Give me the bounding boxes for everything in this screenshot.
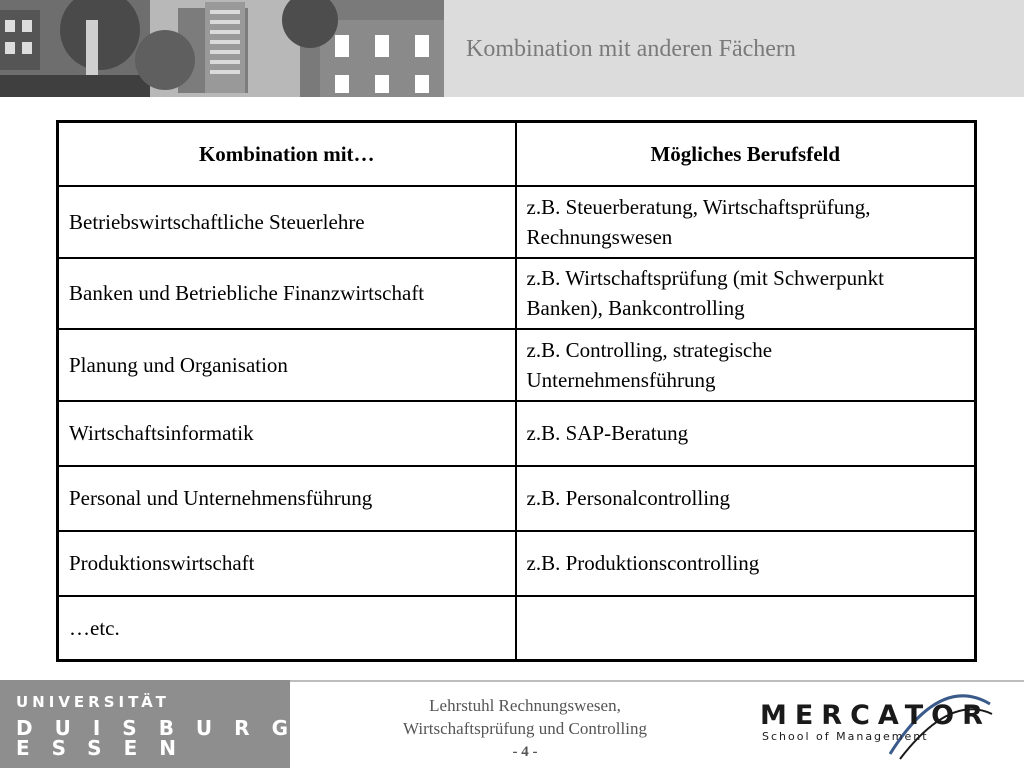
table-cell-subject: …etc. [58,596,516,661]
table-row [58,596,976,661]
slide-title: Kombination mit anderen Fächern [466,36,796,62]
table-cell-career: z.B. Personalcontrolling [516,466,976,531]
mercator-subtitle: School of Management [762,730,929,743]
table-row [58,258,976,329]
table-row [58,531,976,596]
header-combination: Kombination mit… [58,122,516,186]
slide-header [0,0,1024,97]
page-number: - 4 - [512,744,538,760]
table-cell-subject: Wirtschaftsinformatik [58,401,516,466]
table-cell-subject: Produktionswirtschaft [58,531,516,596]
chair-line-2: Wirtschaftsprüfung und Controlling [403,719,647,738]
table-cell-career: z.B. SAP-Beratung [516,401,976,466]
header-career-field: Mögliches Berufsfeld [516,122,976,186]
university-city-duisburg: DUISBURG [16,716,310,740]
combination-table [56,120,977,662]
table-cell-subject: Planung und Organisation [58,329,516,401]
chair-name [360,694,690,740]
footer-divider [290,680,1024,682]
table-cell-career: z.B. Controlling, strategische Unternehmensführung [516,329,976,401]
table-cell-subject: Personal und Unternehmensführung [58,466,516,531]
header-photo-strip [0,0,444,97]
table-row [58,329,976,401]
combination-table-wrapper [56,120,974,662]
university-city-essen: ESSEN [16,736,198,760]
table-cell-career: z.B. Wirtschaftsprüfung (mit Schwerpunkt Banken), Bankcontrolling [516,258,976,329]
table-row [58,186,976,258]
mercator-logo: MERCATOR [760,700,991,731]
table-cell-career [516,596,976,661]
table-cell-career: z.B. Produktionscontrolling [516,531,976,596]
university-label: UNIVERSITÄT [16,693,170,711]
table-row [58,466,976,531]
table-header-row [58,122,976,186]
table-cell-career: z.B. Steuerberatung, Wirtschaftsprüfung, Rechnungswesen [516,186,976,258]
table-cell-subject: Banken und Betriebliche Finanzwirtschaft [58,258,516,329]
table-row [58,401,976,466]
table-cell-subject: Betriebswirtschaftliche Steuerlehre [58,186,516,258]
chair-line-1: Lehrstuhl Rechnungswesen, [429,696,621,715]
campus-photo [0,0,444,97]
